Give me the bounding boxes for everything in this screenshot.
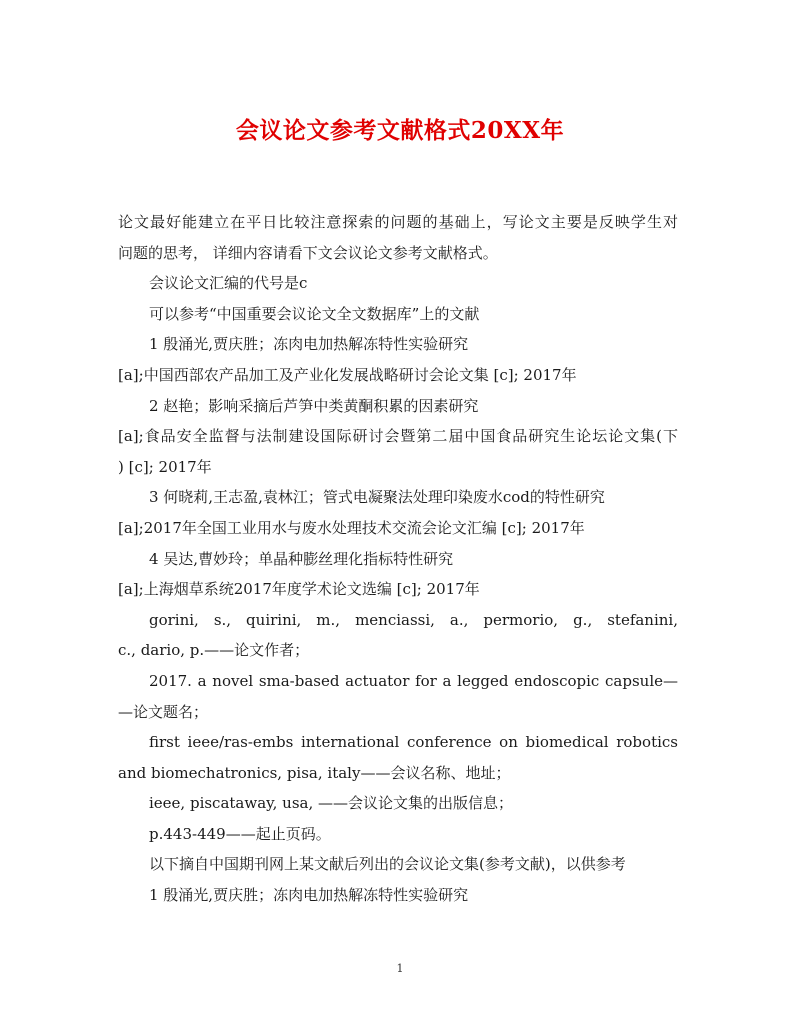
reference-line: c., dario, p.——论文作者； — [118, 641, 310, 660]
document-body — [118, 207, 678, 911]
reference-line: 2017. a novel sma-based actuator for a legged endoscopic capsule— — [149, 671, 678, 690]
paragraph-line: 会议论文汇编的代号是c — [149, 274, 308, 293]
reference-line: ieee, piscataway, usa, ——会议论文集的出版信息； — [149, 794, 514, 813]
reference-line: 1 殷涌光,贾庆胜；冻肉电加热解冻特性实验研究 — [149, 886, 469, 905]
paragraph-line: 以下摘自中国期刊网上某文献后列出的会议论文集(参考文献)，以供参考 — [149, 855, 626, 874]
reference-line: 1 殷涌光,贾庆胜；冻肉电加热解冻特性实验研究 — [149, 335, 469, 354]
reference-line: 4 吴达,曹妙玲；单晶种膨丝理化指标特性研究 — [149, 549, 454, 568]
paragraph-line: 论文最好能建立在平日比较注意探索的问题的基础上，写论文主要是反映学生对 — [118, 213, 678, 231]
paragraph-line: 可以参考“中国重要会议论文全文数据库”上的文献 — [149, 304, 480, 323]
reference-line: [a];中国西部农产品加工及产业化发展战略研讨会论文集 [c]; 2017年 — [118, 365, 577, 384]
page-number: 1 — [396, 962, 404, 975]
reference-line: [a];2017年全国工业用水与废水处理技术交流会论文汇编 [c]; 2017年 — [118, 518, 585, 537]
reference-line: ) [c]; 2017年 — [118, 457, 212, 476]
reference-line: [a];食品安全监督与法制建设国际研讨会暨第二届中国食品研究生论坛论文集(下 — [118, 427, 678, 446]
reference-line: 3 何晓莉,王志盈,袁林江；管式电凝聚法处理印染废水cod的特性研究 — [149, 488, 605, 507]
reference-line: 2 赵艳；影响采摘后芦笋中类黄酮积累的因素研究 — [149, 396, 479, 415]
reference-line: gorini, s., quirini, m., menciassi, a., permorio, g., stefanini, — [149, 610, 678, 629]
reference-line: p.443-449——起止页码。 — [149, 824, 331, 843]
document-title: 会议论文参考文献格式20XX年 — [235, 117, 565, 144]
reference-line: —论文题名； — [118, 702, 209, 721]
reference-line: first ieee/ras-embs international conference on biomedical robotics — [149, 733, 678, 752]
paragraph-line: 问题的思考， 详细内容请看下文会议论文参考文献格式。 — [118, 243, 498, 262]
reference-line: [a];上海烟草系统2017年度学术论文选编 [c]; 2017年 — [118, 580, 480, 599]
reference-line: and biomechatronics, pisa, italy——会议名称、地址； — [118, 763, 511, 782]
